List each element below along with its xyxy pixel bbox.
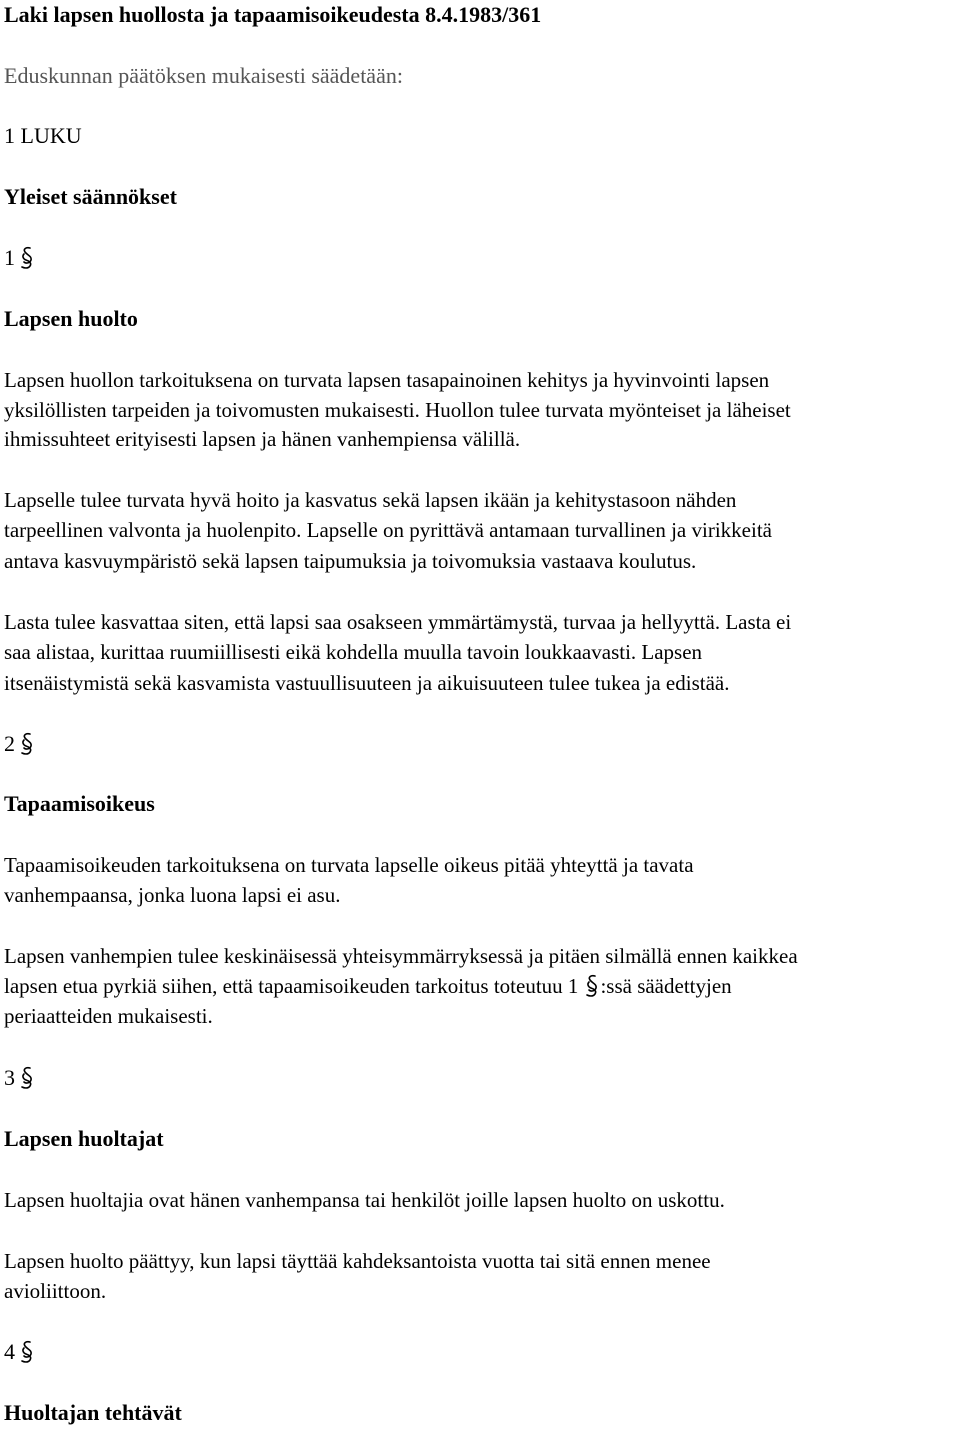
section-sign-icon [19, 731, 35, 757]
section-number: 3 [4, 1065, 15, 1090]
paragraph-line: tarpeellinen valvonta ja huolenpito. Lapselle on pyrittävä antamaan turvallinen ja virikkeitä [4, 518, 772, 542]
paragraph-line: vanhempaansa, jonka luona lapsi ei asu. [4, 883, 341, 907]
paragraph-line: ihmissuhteet erityisesti lapsen ja hänen vanhempiensa välillä. [4, 427, 521, 451]
section-sign-icon [19, 245, 35, 271]
paragraph-line: yksilöllisten tarpeiden ja toivomusten mukaisesti. Huollon tulee turvata myönteiset ja läheiset [4, 398, 791, 422]
section-number: 4 [4, 1339, 15, 1364]
section-4-title: Huoltajan tehtävät [4, 1400, 182, 1425]
paragraph-line: Lapsen huollon tarkoituksena on turvata lapsen tasapainoinen kehitys ja hyvinvointi lapsen [4, 368, 770, 392]
section-2-title: Tapaamisoikeus [4, 791, 155, 816]
paragraph-line: itsenäistymistä sekä kasvamista vastuullisuuteen ja aikuisuuteen tulee tukea ja edistää. [4, 671, 730, 695]
section-4-heading [4, 1337, 35, 1367]
paragraph-line: Lapsen vanhempien tulee keskinäisessä yhteisymmärryksessä ja pitäen silmällä ennen kaikkea [4, 944, 798, 968]
section-sign-icon [19, 1339, 35, 1365]
paragraph-line-with-section-ref [4, 971, 732, 1001]
section-2-heading [4, 729, 35, 759]
document-title: Laki lapsen huollosta ja tapaamisoikeudesta 8.4.1983/361 [4, 2, 542, 27]
section-1-heading [4, 243, 35, 273]
paragraph-line: Lapsen huolto päättyy, kun lapsi täyttää kahdeksantoista vuotta tai sitä ennen menee [4, 1249, 711, 1273]
paragraph-line: Lasta tulee kasvattaa siten, että lapsi saa osakseen ymmärtämystä, turvaa ja hellyyttä. Lasta ei [4, 610, 792, 634]
paragraph-line: antava kasvuympäristö sekä lapsen taipumuksia ja toivomuksia vastaava koulutus. [4, 549, 697, 573]
paragraph-line: avioliittoon. [4, 1279, 107, 1303]
paragraph-line: Tapaamisoikeuden tarkoituksena on turvata lapselle oikeus pitää yhteyttä ja tavata [4, 853, 694, 877]
section-sign-icon [19, 1065, 35, 1091]
section-sign-icon [584, 973, 600, 999]
section-1-title: Lapsen huolto [4, 306, 138, 331]
paragraph-line: Lapsen huoltajia ovat hänen vanhempansa tai henkilöt joille lapsen huolto on uskottu. [4, 1188, 725, 1212]
chapter-title: Yleiset säännökset [4, 184, 177, 209]
chapter-number: 1 LUKU [4, 123, 82, 148]
paragraph-line: saa alistaa, kurittaa ruumiillisesti eikä kohdella muulla tavoin loukkaavasti. Lapsen [4, 640, 703, 664]
paragraph-line: Lapselle tulee turvata hyvä hoito ja kasvatus sekä lapsen ikään ja kehitystasoon nähden [4, 488, 737, 512]
paragraph-line: periaatteiden mukaisesti. [4, 1004, 213, 1028]
paragraph-text: lapsen etua pyrkiä siihen, että tapaamisoikeuden tarkoitus toteutuu 1 [4, 974, 579, 998]
section-3-title: Lapsen huoltajat [4, 1126, 164, 1151]
section-number: 1 [4, 245, 15, 270]
section-number: 2 [4, 731, 15, 756]
enactment-clause: Eduskunnan päätöksen mukaisesti säädetään: [4, 63, 403, 88]
paragraph-text: :ssä säädettyjen [600, 974, 732, 998]
section-3-heading [4, 1063, 35, 1093]
